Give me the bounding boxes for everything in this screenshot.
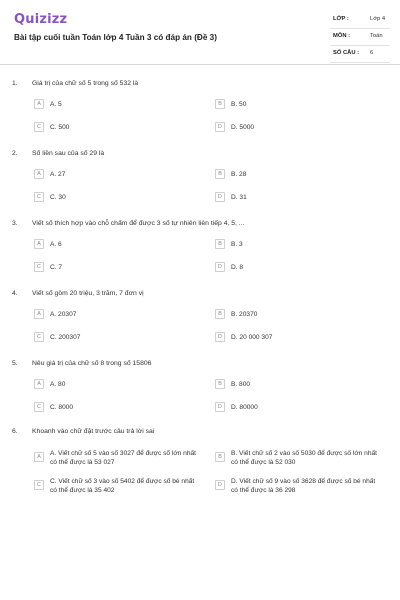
option-letter-box: C bbox=[34, 122, 44, 132]
option-text: A. 20307 bbox=[50, 311, 77, 318]
question-text: Giá trị của chữ số 5 trong số 532 là bbox=[32, 80, 139, 87]
option-letter-box: B bbox=[215, 452, 225, 462]
option-letter-box: B bbox=[215, 99, 225, 109]
meta-row-subject bbox=[330, 29, 390, 46]
option-text: D. 8 bbox=[231, 264, 244, 271]
option-letter-box: C bbox=[34, 332, 44, 342]
option-text: C. 200307 bbox=[50, 334, 81, 341]
question-number: 5. bbox=[12, 360, 18, 367]
meta-label: LỚP : bbox=[333, 16, 349, 22]
option-letter-box: C bbox=[34, 192, 44, 202]
meta-table bbox=[330, 12, 390, 63]
option-text: D. 20 000 307 bbox=[231, 334, 273, 341]
worksheet-header bbox=[0, 0, 400, 65]
option-letter-box: A bbox=[34, 309, 44, 319]
meta-value: 6 bbox=[370, 50, 374, 56]
worksheet-title: Bài tập cuối tuần Toán lớp 4 Tuần 3 có đáp án (Đề 3) bbox=[14, 33, 217, 42]
option-text: A. 5 bbox=[50, 101, 62, 108]
meta-label: MÔN : bbox=[333, 33, 351, 39]
option-letter-box: D bbox=[215, 402, 225, 412]
question-text: Viết số thích hợp vào chỗ chấm để được 3 số tự nhiên liên tiếp 4, 5, ... bbox=[32, 220, 245, 227]
option-text: C. 7 bbox=[50, 264, 63, 271]
option-letter-box: D bbox=[215, 480, 225, 490]
option-text: B. 800 bbox=[231, 381, 251, 388]
option-letter-box: B bbox=[215, 239, 225, 249]
option-text: A. 27 bbox=[50, 171, 66, 178]
meta-row-class bbox=[330, 12, 390, 29]
quizizz-logo: Quizizz bbox=[14, 12, 68, 27]
meta-row-count bbox=[330, 46, 390, 63]
option-text: D. Viết chữ số 9 vào số 3628 để được số bé nhất có thể được là 36 298 bbox=[231, 478, 376, 494]
option-text: A. 80 bbox=[50, 381, 66, 388]
option-letter-box: D bbox=[215, 262, 225, 272]
option-text: B. 20370 bbox=[231, 311, 258, 318]
option-letter-box: A bbox=[34, 452, 44, 462]
option-text: D. 5000 bbox=[231, 124, 255, 131]
option-text: C. 30 bbox=[50, 194, 66, 201]
question-number: 3. bbox=[12, 220, 18, 227]
meta-value: Toán bbox=[370, 33, 383, 39]
option-text: D. 31 bbox=[231, 194, 247, 201]
option-text: C. 8000 bbox=[50, 404, 74, 411]
option-letter-box: B bbox=[215, 169, 225, 179]
option-letter-box: C bbox=[34, 402, 44, 412]
meta-label: SỐ CÂU : bbox=[333, 50, 360, 56]
option-text: B. Viết chữ số 2 vào số 5030 để được số lớn nhất có thể được là 52 030 bbox=[231, 450, 378, 466]
option-letter-box: D bbox=[215, 122, 225, 132]
option-letter-box: B bbox=[215, 309, 225, 319]
option-letter-box: A bbox=[34, 379, 44, 389]
option-text: B. 50 bbox=[231, 101, 247, 108]
question-number: 1. bbox=[12, 80, 18, 87]
option-text: C. Viết chữ số 3 vào số 5402 để được số bé nhất có thể được là 35 402 bbox=[50, 478, 195, 494]
meta-value: Lớp 4 bbox=[370, 16, 386, 22]
option-text: C. 500 bbox=[50, 124, 70, 131]
option-letter-box: B bbox=[215, 379, 225, 389]
question-number: 6. bbox=[12, 428, 18, 435]
question-text: Khoanh vào chữ đặt trước câu trả lời sai bbox=[32, 428, 155, 435]
question-text: Viết số gồm 20 triệu, 3 trăm, 7 đơn vị bbox=[32, 290, 144, 297]
option-letter-box: A bbox=[34, 169, 44, 179]
question-text: Số liền sau của số 29 là bbox=[32, 150, 105, 157]
option-letter-box: C bbox=[34, 262, 44, 272]
option-letter-box: D bbox=[215, 332, 225, 342]
option-text: B. 28 bbox=[231, 171, 247, 178]
question-number: 4. bbox=[12, 290, 18, 297]
option-letter-box: A bbox=[34, 99, 44, 109]
option-letter-box: A bbox=[34, 239, 44, 249]
option-text: D. 80000 bbox=[231, 404, 258, 411]
option-text: B. 3 bbox=[231, 241, 243, 248]
option-letter-box: C bbox=[34, 480, 44, 490]
question-number: 2. bbox=[12, 150, 18, 157]
question-text: Nêu giá trị của chữ số 8 trong số 15806 bbox=[32, 360, 152, 367]
option-text: A. 6 bbox=[50, 241, 62, 248]
option-text: A. Viết chữ số 5 vào số 3027 để được số lớn nhất có thể được là 53 027 bbox=[50, 450, 197, 466]
option-letter-box: D bbox=[215, 192, 225, 202]
